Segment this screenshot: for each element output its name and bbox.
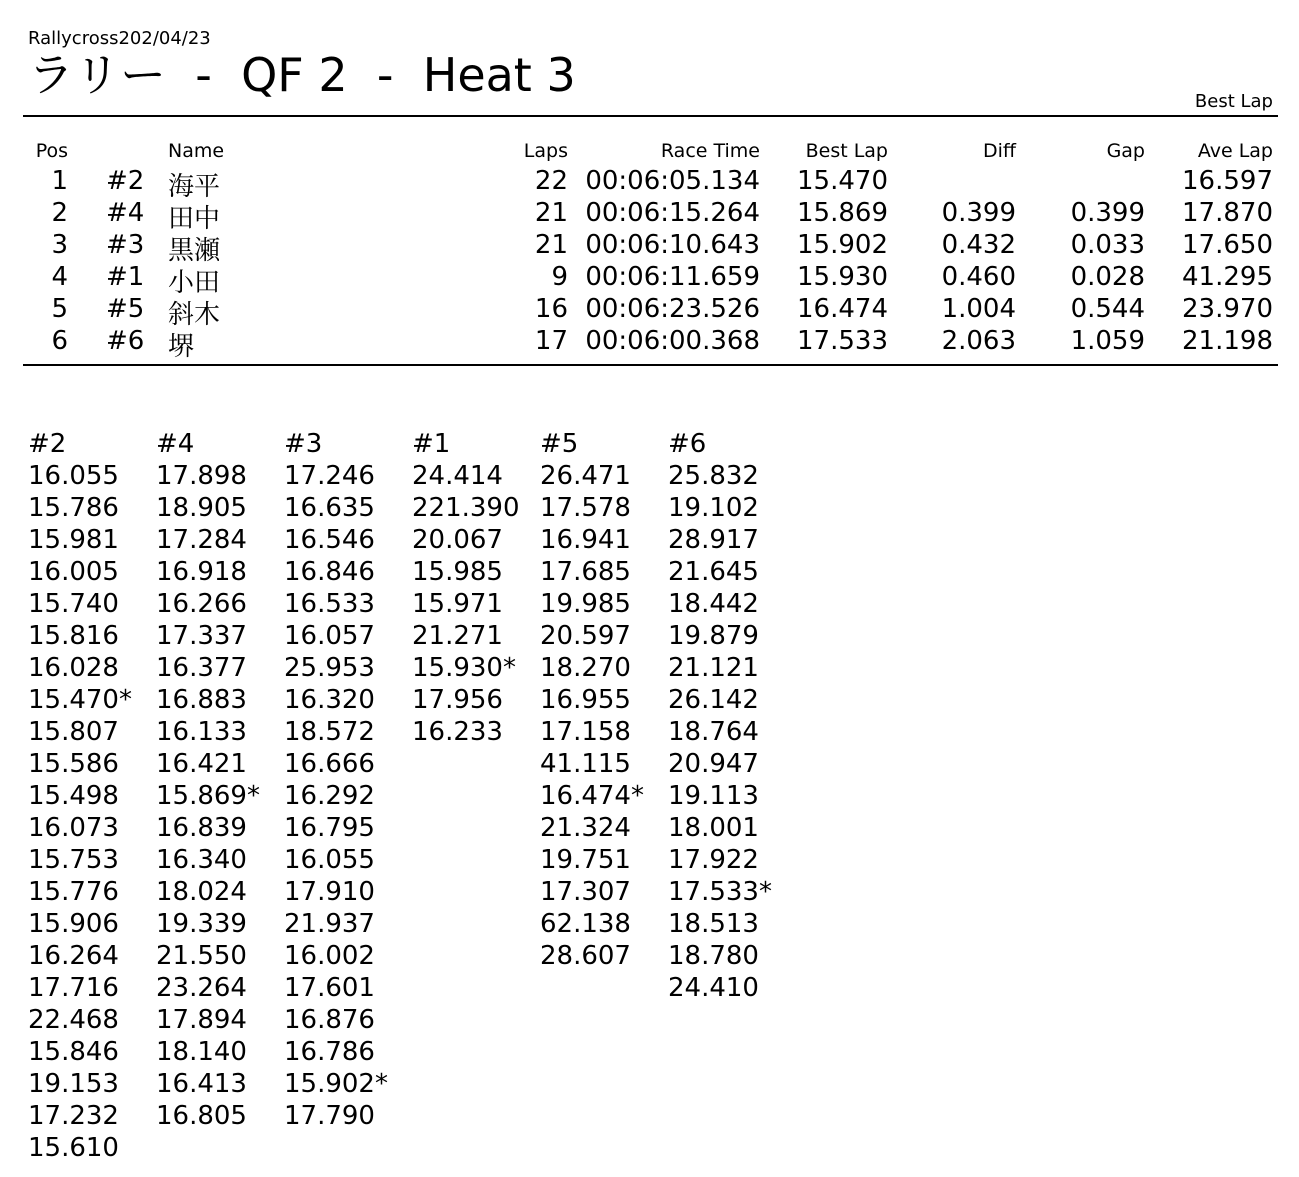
- lap-time: 20.947: [668, 749, 759, 779]
- cell-name: 海平: [168, 172, 221, 202]
- lap-time: 15.807: [28, 717, 119, 747]
- lap-time: 16.055: [28, 461, 119, 491]
- lap-time: 17.232: [28, 1101, 119, 1131]
- lap-time: 17.956: [412, 685, 503, 715]
- lap-time: 15.498: [28, 781, 119, 811]
- cell-best-lap: 16.474: [797, 294, 888, 324]
- lap-time: 16.421: [156, 749, 247, 779]
- lap-time: 16.057: [284, 621, 375, 651]
- cell-race-time: 00:06:11.659: [585, 262, 760, 292]
- lap-time: 19.339: [156, 909, 247, 939]
- lap-time: 41.115: [540, 749, 631, 779]
- lap-time: 15.906: [28, 909, 119, 939]
- cell-ave-lap: 16.597: [1182, 166, 1273, 196]
- lap-time: 18.764: [668, 717, 759, 747]
- lap-time: 17.790: [284, 1101, 375, 1131]
- lap-time: 16.133: [156, 717, 247, 747]
- cell-pos: 5: [51, 294, 68, 324]
- lap-time: 16.055: [284, 845, 375, 875]
- cell-best-lap: 17.533: [797, 326, 888, 356]
- cell-name: 斜木: [168, 300, 221, 330]
- cell-ave-lap: 17.870: [1182, 198, 1273, 228]
- cell-laps: 21: [534, 198, 568, 228]
- lap-time: 24.414: [412, 461, 503, 491]
- lap-time: 16.266: [156, 589, 247, 619]
- lap-time: 16.377: [156, 653, 247, 683]
- page-title: ラリー - QF 2 - Heat 3: [28, 48, 576, 102]
- lap-time: 16.666: [284, 749, 375, 779]
- bottom-divider: [23, 364, 1278, 366]
- lap-time: 18.513: [668, 909, 759, 939]
- lap-time: 17.158: [540, 717, 631, 747]
- cell-car: #4: [106, 198, 145, 228]
- lap-time: 16.320: [284, 685, 375, 715]
- lap-time: 17.685: [540, 557, 631, 587]
- cell-gap: 1.059: [1070, 326, 1145, 356]
- lap-column: [28, 428, 156, 1164]
- col-header-gap: Gap: [1106, 140, 1145, 162]
- lap-time: 21.937: [284, 909, 375, 939]
- lap-time: 25.953: [284, 653, 375, 683]
- lap-time: 15.470*: [28, 685, 132, 715]
- lap-time: 17.284: [156, 525, 247, 555]
- lap-time: 18.270: [540, 653, 631, 683]
- lap-time: 17.716: [28, 973, 119, 1003]
- cell-race-time: 00:06:00.368: [585, 326, 760, 356]
- lap-time: 15.786: [28, 493, 119, 523]
- lap-time: 17.910: [284, 877, 375, 907]
- lap-time: 16.941: [540, 525, 631, 555]
- cell-ave-lap: 41.295: [1182, 262, 1273, 292]
- lap-time: 17.894: [156, 1005, 247, 1035]
- lap-time: 18.780: [668, 941, 759, 971]
- cell-best-lap: 15.930: [797, 262, 888, 292]
- cell-best-lap: 15.470: [797, 166, 888, 196]
- lap-column-header: #1: [412, 429, 451, 459]
- lap-time: 23.264: [156, 973, 247, 1003]
- lap-time: 19.113: [668, 781, 759, 811]
- cell-car: #3: [106, 230, 145, 260]
- lap-column: [284, 428, 412, 1132]
- top-divider: [23, 115, 1278, 117]
- lap-time: 21.121: [668, 653, 759, 683]
- lap-time: 20.597: [540, 621, 631, 651]
- lap-time: 15.586: [28, 749, 119, 779]
- cell-name: 田中: [168, 204, 221, 234]
- lap-time: 18.905: [156, 493, 247, 523]
- lap-time: 16.028: [28, 653, 119, 683]
- lap-time: 16.786: [284, 1037, 375, 1067]
- lap-time: 221.390: [412, 493, 520, 523]
- table-row: [0, 326, 1299, 362]
- lap-time: 16.264: [28, 941, 119, 971]
- lap-time: 15.985: [412, 557, 503, 587]
- cell-pos: 6: [51, 326, 68, 356]
- cell-car: #2: [106, 166, 145, 196]
- lap-column-header: #4: [156, 429, 195, 459]
- lap-time: 19.153: [28, 1069, 119, 1099]
- lap-time: 15.971: [412, 589, 503, 619]
- lap-time: 15.930*: [412, 653, 516, 683]
- lap-time: 16.876: [284, 1005, 375, 1035]
- lap-time: 28.917: [668, 525, 759, 555]
- lap-time: 18.572: [284, 717, 375, 747]
- col-header-diff: Diff: [983, 140, 1016, 162]
- lap-time: 17.307: [540, 877, 631, 907]
- lap-time: 19.985: [540, 589, 631, 619]
- cell-laps: 16: [534, 294, 568, 324]
- cell-race-time: 00:06:10.643: [585, 230, 760, 260]
- lap-time: 16.883: [156, 685, 247, 715]
- lap-time: 18.001: [668, 813, 759, 843]
- lap-time: 16.635: [284, 493, 375, 523]
- cell-race-time: 00:06:15.264: [585, 198, 760, 228]
- lap-column: [668, 428, 796, 1004]
- cell-gap: 0.544: [1070, 294, 1145, 324]
- cell-name: 堺: [168, 332, 195, 362]
- col-header-laps: Laps: [523, 140, 568, 162]
- lap-time: 16.413: [156, 1069, 247, 1099]
- table-row: [0, 166, 1299, 202]
- lap-time: 15.981: [28, 525, 119, 555]
- cell-car: #6: [106, 326, 145, 356]
- lap-time: 15.816: [28, 621, 119, 651]
- best-lap-tag: Best Lap: [1194, 91, 1273, 112]
- cell-laps: 17: [534, 326, 568, 356]
- table-row: [0, 198, 1299, 234]
- cell-diff: 0.432: [941, 230, 1016, 260]
- cell-car: #1: [106, 262, 145, 292]
- lap-time: 15.902*: [284, 1069, 388, 1099]
- lap-time: 28.607: [540, 941, 631, 971]
- cell-pos: 1: [51, 166, 68, 196]
- cell-pos: 3: [51, 230, 68, 260]
- cell-gap: 0.028: [1070, 262, 1145, 292]
- cell-car: #5: [106, 294, 145, 324]
- lap-time: 15.740: [28, 589, 119, 619]
- cell-name: 小田: [168, 268, 221, 298]
- lap-time: 16.340: [156, 845, 247, 875]
- col-header-best-lap: Best Lap: [805, 140, 888, 162]
- lap-time: 15.869*: [156, 781, 260, 811]
- lap-time: 15.776: [28, 877, 119, 907]
- lap-time: 19.102: [668, 493, 759, 523]
- lap-time: 17.533*: [668, 877, 772, 907]
- lap-time: 15.753: [28, 845, 119, 875]
- lap-time: 15.846: [28, 1037, 119, 1067]
- cell-laps: 22: [534, 166, 568, 196]
- col-header-ave-lap: Ave Lap: [1197, 140, 1273, 162]
- lap-time: 20.067: [412, 525, 503, 555]
- lap-time: 16.292: [284, 781, 375, 811]
- lap-time: 19.751: [540, 845, 631, 875]
- cell-pos: 2: [51, 198, 68, 228]
- event-label: Rallycross202/04/23: [28, 28, 211, 49]
- lap-time: 17.601: [284, 973, 375, 1003]
- lap-time: 17.246: [284, 461, 375, 491]
- lap-time: 16.073: [28, 813, 119, 843]
- lap-time: 16.233: [412, 717, 503, 747]
- table-row: [0, 262, 1299, 298]
- lap-column: [156, 428, 284, 1132]
- lap-time: 18.140: [156, 1037, 247, 1067]
- cell-pos: 4: [51, 262, 68, 292]
- lap-column-header: #3: [284, 429, 323, 459]
- cell-race-time: 00:06:23.526: [585, 294, 760, 324]
- lap-time: 16.795: [284, 813, 375, 843]
- lap-time: 16.846: [284, 557, 375, 587]
- table-row: [0, 230, 1299, 266]
- lap-column: [412, 428, 540, 748]
- lap-column-header: #2: [28, 429, 67, 459]
- lap-time: 16.839: [156, 813, 247, 843]
- lap-time: 25.832: [668, 461, 759, 491]
- cell-ave-lap: 21.198: [1182, 326, 1273, 356]
- cell-best-lap: 15.869: [797, 198, 888, 228]
- lap-time: 18.442: [668, 589, 759, 619]
- lap-time: 16.546: [284, 525, 375, 555]
- lap-time: 21.324: [540, 813, 631, 843]
- cell-diff: 2.063: [941, 326, 1016, 356]
- lap-time: 15.610: [28, 1133, 119, 1163]
- lap-time: 17.578: [540, 493, 631, 523]
- lap-time: 17.337: [156, 621, 247, 651]
- lap-time: 21.550: [156, 941, 247, 971]
- lap-time: 16.002: [284, 941, 375, 971]
- lap-time: 18.024: [156, 877, 247, 907]
- cell-ave-lap: 23.970: [1182, 294, 1273, 324]
- lap-column-header: #6: [668, 429, 707, 459]
- cell-best-lap: 15.902: [797, 230, 888, 260]
- lap-time: 16.955: [540, 685, 631, 715]
- cell-gap: 0.399: [1070, 198, 1145, 228]
- col-header-pos: Pos: [35, 140, 68, 162]
- cell-laps: 9: [551, 262, 568, 292]
- lap-time: 16.805: [156, 1101, 247, 1131]
- cell-diff: 0.460: [941, 262, 1016, 292]
- lap-time: 19.879: [668, 621, 759, 651]
- lap-column: [540, 428, 668, 972]
- lap-time: 26.142: [668, 685, 759, 715]
- lap-time: 22.468: [28, 1005, 119, 1035]
- lap-time: 21.645: [668, 557, 759, 587]
- lap-column-header: #5: [540, 429, 579, 459]
- cell-ave-lap: 17.650: [1182, 230, 1273, 260]
- lap-time: 62.138: [540, 909, 631, 939]
- cell-diff: 0.399: [941, 198, 1016, 228]
- col-header-name: Name: [168, 140, 225, 162]
- cell-race-time: 00:06:05.134: [585, 166, 760, 196]
- lap-time: 17.922: [668, 845, 759, 875]
- cell-diff: 1.004: [941, 294, 1016, 324]
- table-row: [0, 294, 1299, 330]
- lap-time: 16.005: [28, 557, 119, 587]
- cell-name: 黒瀬: [168, 236, 221, 266]
- lap-time: 16.474*: [540, 781, 644, 811]
- cell-laps: 21: [534, 230, 568, 260]
- cell-gap: 0.033: [1070, 230, 1145, 260]
- lap-time: 21.271: [412, 621, 503, 651]
- lap-time: 24.410: [668, 973, 759, 1003]
- lap-time: 16.918: [156, 557, 247, 587]
- col-header-race-time: Race Time: [660, 140, 760, 162]
- lap-time: 26.471: [540, 461, 631, 491]
- lap-time: 17.898: [156, 461, 247, 491]
- lap-time: 16.533: [284, 589, 375, 619]
